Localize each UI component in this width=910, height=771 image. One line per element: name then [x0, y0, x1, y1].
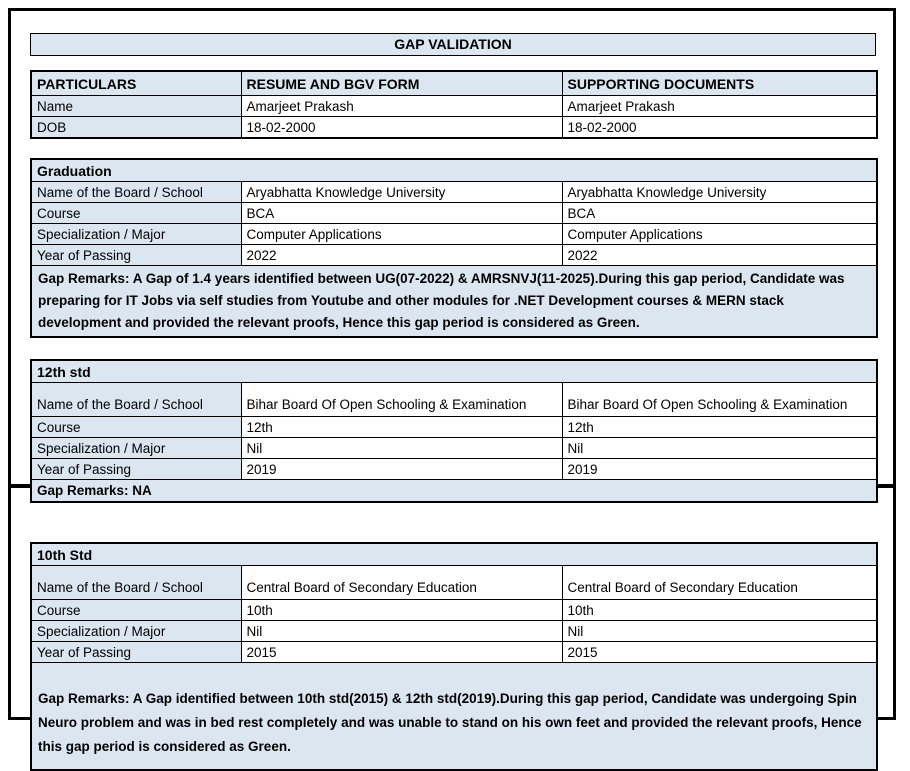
table-row [31, 182, 877, 203]
resume-value-cell: Nil [241, 438, 562, 459]
row-label: Name of the Board / School [31, 182, 241, 203]
row-label: Course [31, 417, 241, 438]
resume-value-cell: Central Board of Secondary Education [241, 566, 562, 600]
supporting-value-cell: BCA [562, 203, 877, 224]
section-table-10th-std [30, 542, 878, 771]
row-label: DOB [31, 117, 241, 139]
resume-value-cell: 12th [241, 417, 562, 438]
resume-value-cell: Aryabhatta Knowledge University [241, 182, 562, 203]
resume-value-cell: 18-02-2000 [241, 117, 562, 139]
supporting-value-cell: Central Board of Secondary Education [562, 566, 877, 600]
supporting-value-cell: Aryabhatta Knowledge University [562, 182, 877, 203]
table-row [31, 96, 877, 117]
gap-remarks-row [31, 266, 877, 338]
resume-value-cell: Amarjeet Prakash [241, 96, 562, 117]
particulars-table [30, 70, 878, 139]
row-label: Name of the Board / School [31, 566, 241, 600]
document-title: GAP VALIDATION [30, 33, 876, 56]
resume-value-cell: 2019 [241, 459, 562, 480]
row-label: Name of the Board / School [31, 383, 241, 417]
resume-value-cell: 2022 [241, 245, 562, 266]
supporting-value-cell: Computer Applications [562, 224, 877, 245]
row-label: Specialization / Major [31, 621, 241, 642]
resume-value-cell: Bihar Board Of Open Schooling & Examination [241, 383, 562, 417]
section-title: Graduation [31, 159, 877, 182]
document-content [30, 33, 876, 771]
row-label: Course [31, 600, 241, 621]
supporting-value-cell: Nil [562, 621, 877, 642]
table-row [31, 117, 877, 139]
table-row [31, 203, 877, 224]
gap-remarks: Gap Remarks: NA [31, 480, 877, 503]
row-label: Course [31, 203, 241, 224]
table-row [31, 383, 877, 417]
supporting-value-cell: 2019 [562, 459, 877, 480]
table-row [31, 621, 877, 642]
column-header-supporting: SUPPORTING DOCUMENTS [562, 71, 877, 96]
resume-value-cell: 10th [241, 600, 562, 621]
supporting-value-cell: 2022 [562, 245, 877, 266]
supporting-value-cell: Amarjeet Prakash [562, 96, 877, 117]
table-row [31, 245, 877, 266]
gap-remarks: Gap Remarks: A Gap identified between 10th std(2015) & 12th std(2019).During this gap period, Candidate was undergoing Spin Neuro problem and was in bed rest completely and was unable to stand on his own feet and provided the relevant proofs, Hence this gap period is considered as Green. [31, 663, 877, 771]
section-title: 10th Std [31, 543, 877, 566]
gap-remarks-row [31, 663, 877, 771]
table-row [31, 224, 877, 245]
section-table-12th-std [30, 359, 878, 503]
table-row [31, 600, 877, 621]
supporting-value-cell: 2015 [562, 642, 877, 663]
row-label: Year of Passing [31, 459, 241, 480]
section-title-row [31, 543, 877, 566]
section-title-row [31, 159, 877, 182]
column-header-particulars: PARTICULARS [31, 71, 241, 96]
row-label: Year of Passing [31, 642, 241, 663]
header-row [31, 71, 877, 96]
column-header-resume: RESUME AND BGV FORM [241, 71, 562, 96]
gap-remarks: Gap Remarks: A Gap of 1.4 years identified between UG(07-2022) & AMRSNVJ(11-2025).During this gap period, Candidate was preparing for IT Jobs via self studies from Youtube and other modules for .NET Development courses & MERN stack development and provided the relevant proofs, Hence this gap period is considered as Green. [31, 266, 877, 338]
supporting-value-cell: Nil [562, 438, 877, 459]
supporting-value-cell: 10th [562, 600, 877, 621]
table-row [31, 459, 877, 480]
section-table-graduation [30, 158, 878, 338]
document-sheet [8, 8, 896, 754]
table-row [31, 566, 877, 600]
gap-remarks-row [31, 480, 877, 503]
supporting-value-cell: 12th [562, 417, 877, 438]
supporting-value-cell: Bihar Board Of Open Schooling & Examination [562, 383, 877, 417]
row-label: Year of Passing [31, 245, 241, 266]
table-row [31, 642, 877, 663]
resume-value-cell: 2015 [241, 642, 562, 663]
row-label: Specialization / Major [31, 224, 241, 245]
section-title: 12th std [31, 360, 877, 383]
row-label: Name [31, 96, 241, 117]
table-row [31, 417, 877, 438]
supporting-value-cell: 18-02-2000 [562, 117, 877, 139]
resume-value-cell: BCA [241, 203, 562, 224]
resume-value-cell: Nil [241, 621, 562, 642]
table-row [31, 438, 877, 459]
resume-value-cell: Computer Applications [241, 224, 562, 245]
row-label: Specialization / Major [31, 438, 241, 459]
section-title-row [31, 360, 877, 383]
